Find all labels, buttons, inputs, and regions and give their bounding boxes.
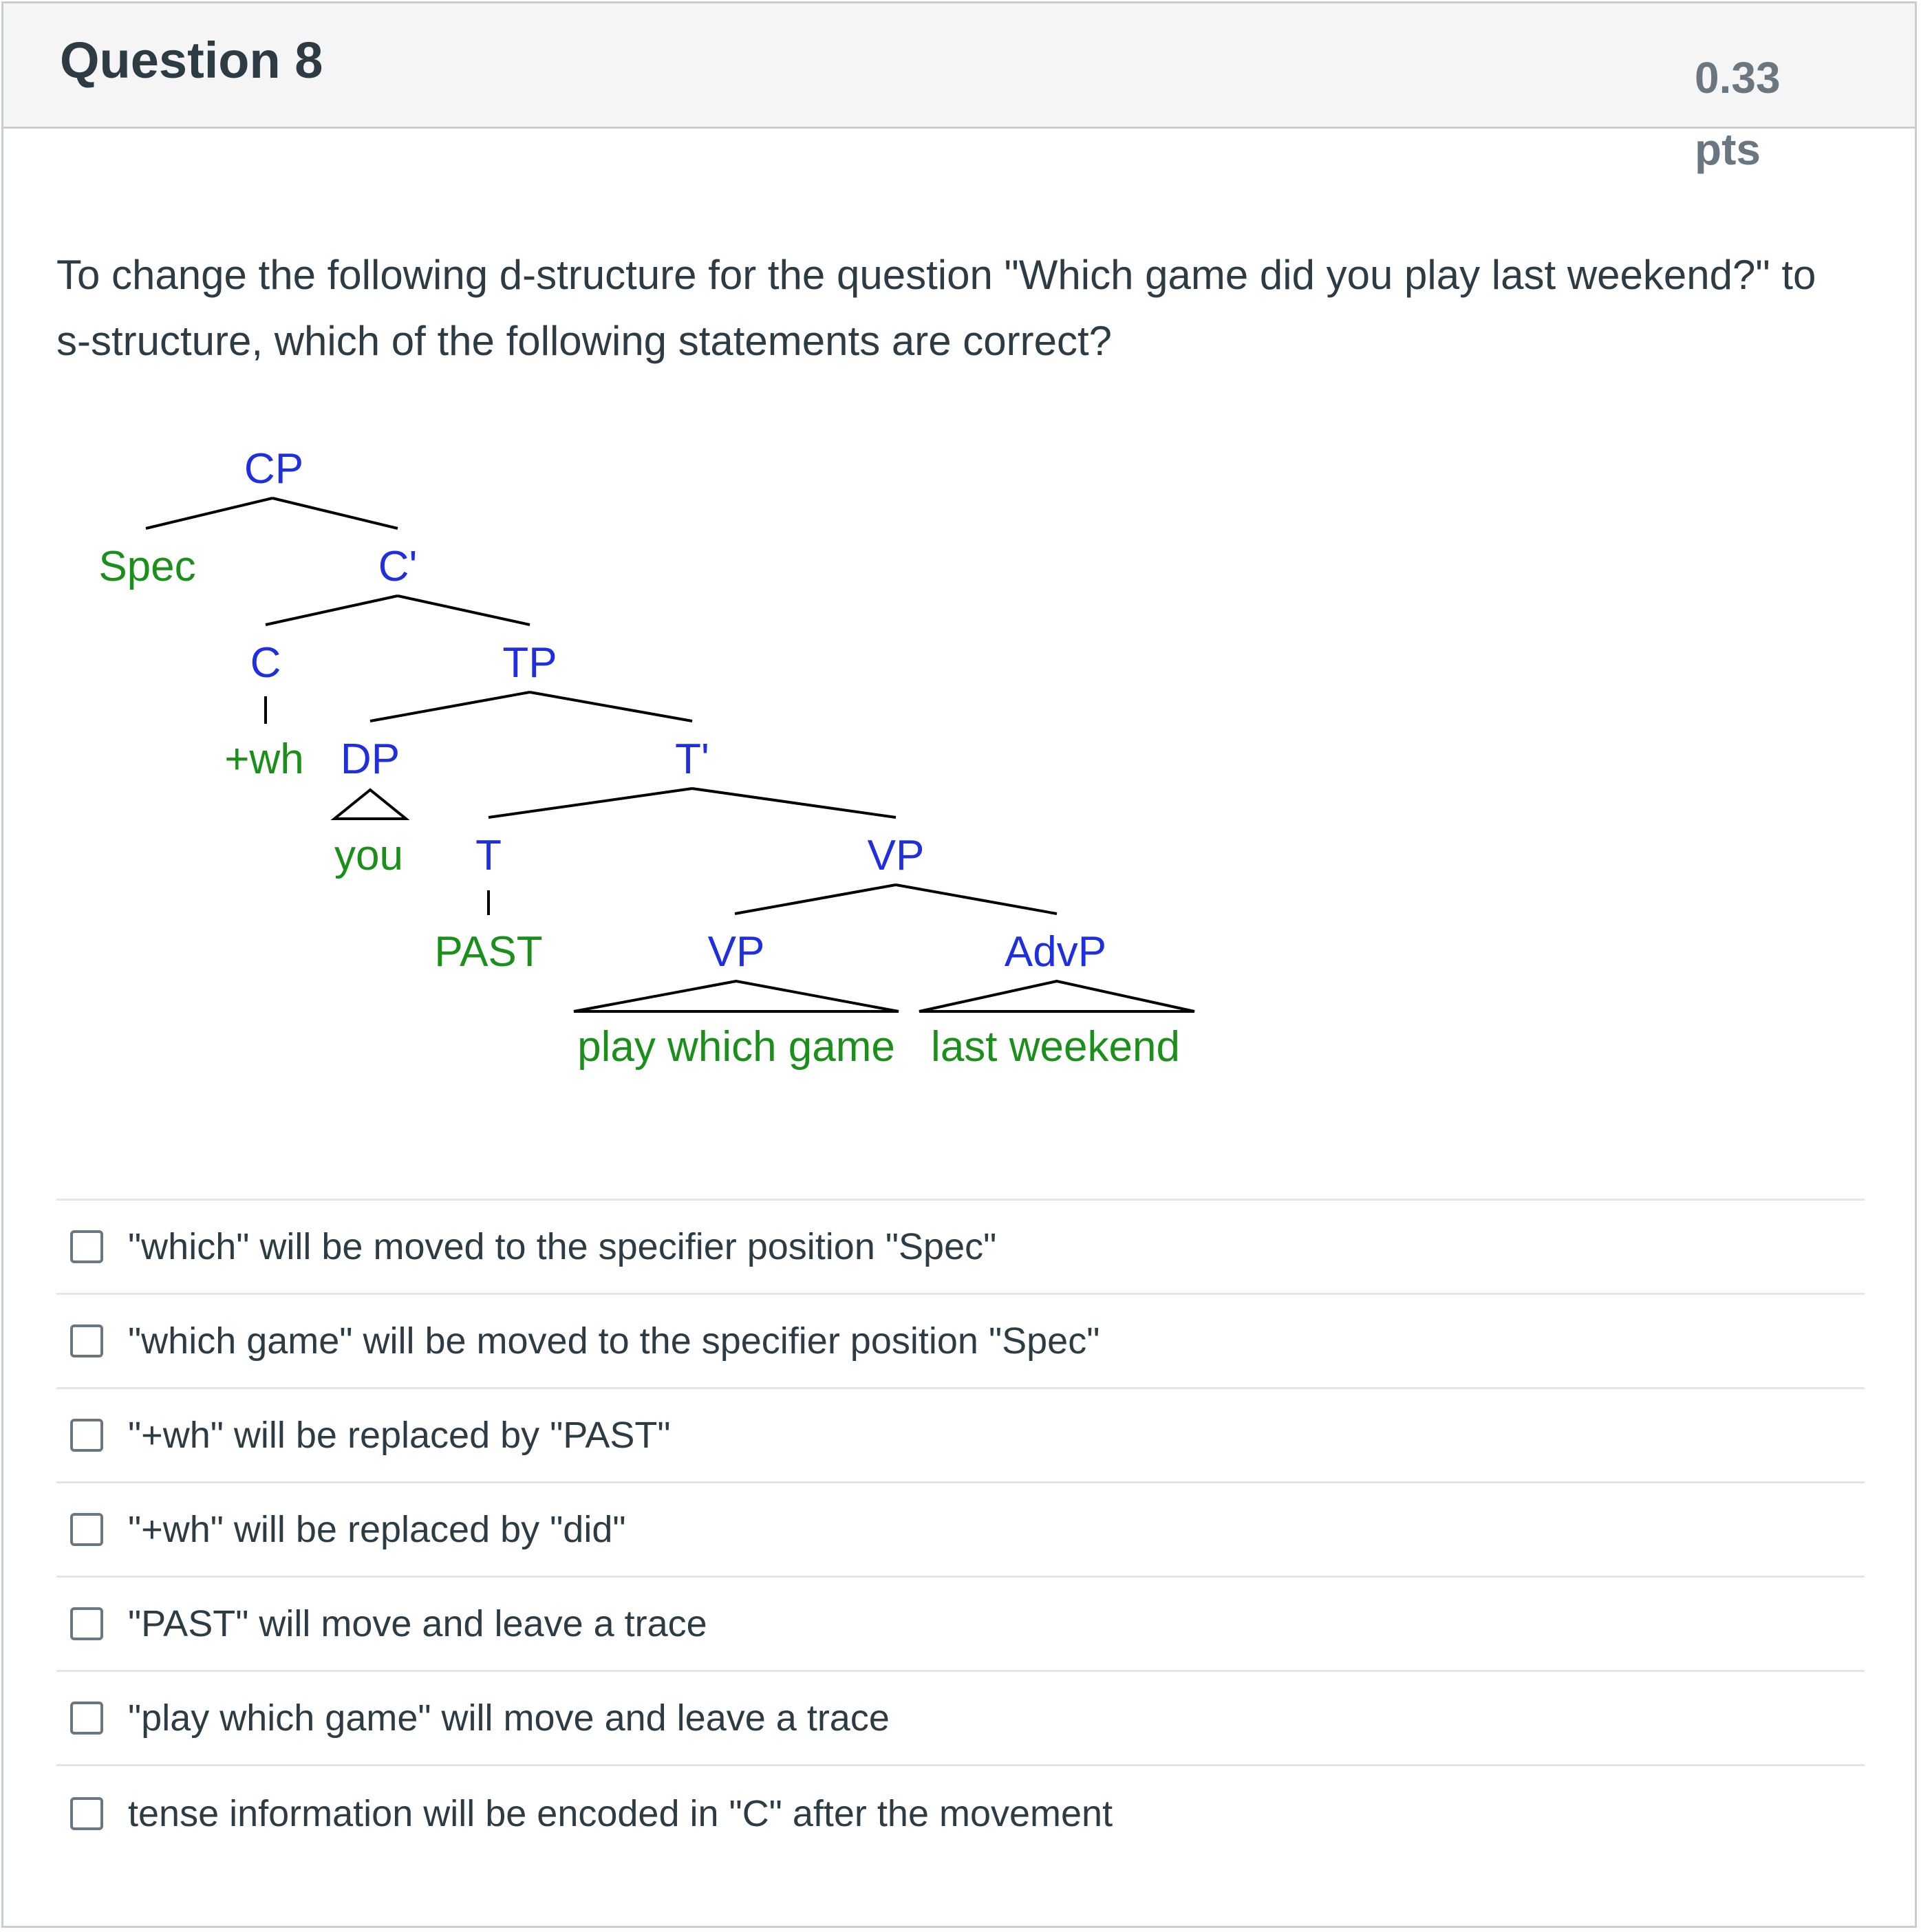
answer-checkbox[interactable] <box>70 1797 103 1830</box>
question-header <box>3 3 1915 174</box>
answer-option[interactable] <box>56 1766 1865 1860</box>
points-value: 0.33 <box>1695 53 1781 103</box>
answer-label[interactable]: "+wh" will be replaced by "did" <box>128 1509 626 1550</box>
answer-label[interactable]: "+wh" will be replaced by "PAST" <box>128 1415 671 1456</box>
node-dp: DP <box>340 736 400 783</box>
node-you: you <box>334 832 403 879</box>
answer-checkbox[interactable] <box>70 1702 103 1735</box>
answer-checkbox[interactable] <box>70 1230 103 1263</box>
answer-option[interactable] <box>56 1201 1865 1295</box>
node-play-which-game: play which game <box>577 1023 895 1071</box>
answer-label[interactable]: "which game" will be moved to the specifier position "Spec" <box>128 1320 1100 1362</box>
node-tp: TP <box>502 639 557 687</box>
question-prompt: To change the following d-structure for the question "Which game did you play last weekend?" to s-structure, which of the following statements are correct? <box>56 252 1816 364</box>
answer-option[interactable] <box>56 1483 1865 1578</box>
points-unit: pts <box>1695 125 1761 174</box>
answer-checkbox[interactable] <box>70 1513 103 1546</box>
answer-option[interactable] <box>56 1295 1865 1389</box>
node-past: PAST <box>434 928 543 976</box>
node-cp: CP <box>244 445 304 493</box>
node-spec: Spec <box>98 543 196 590</box>
node-t: T <box>475 832 502 879</box>
node-vp-top: VP <box>867 832 925 879</box>
node-c-bar: C' <box>378 543 418 590</box>
node-last-weekend: last weekend <box>931 1023 1180 1071</box>
answer-checkbox[interactable] <box>70 1324 103 1357</box>
node-t-bar: T' <box>675 736 709 783</box>
answer-label[interactable]: tense information will be encoded in "C" after the movement <box>128 1792 1113 1834</box>
answer-option[interactable] <box>56 1389 1865 1483</box>
node-advp: AdvP <box>1004 928 1107 976</box>
answer-checkbox[interactable] <box>70 1419 103 1452</box>
question-points <box>1695 42 1832 185</box>
answer-list <box>56 1199 1865 1860</box>
answer-option[interactable] <box>56 1578 1865 1672</box>
node-c: C <box>250 639 281 687</box>
answer-checkbox[interactable] <box>70 1607 103 1640</box>
answer-label[interactable]: "which" will be moved to the specifier position "Spec" <box>128 1226 997 1267</box>
question-title: Question 8 <box>60 32 323 89</box>
node-vp-inner: VP <box>707 928 765 976</box>
answer-label[interactable]: "play which game" will move and leave a trace <box>128 1697 890 1739</box>
answer-label[interactable]: "PAST" will move and leave a trace <box>128 1603 707 1644</box>
answer-option[interactable] <box>56 1672 1865 1766</box>
node-wh: +wh <box>224 736 304 783</box>
